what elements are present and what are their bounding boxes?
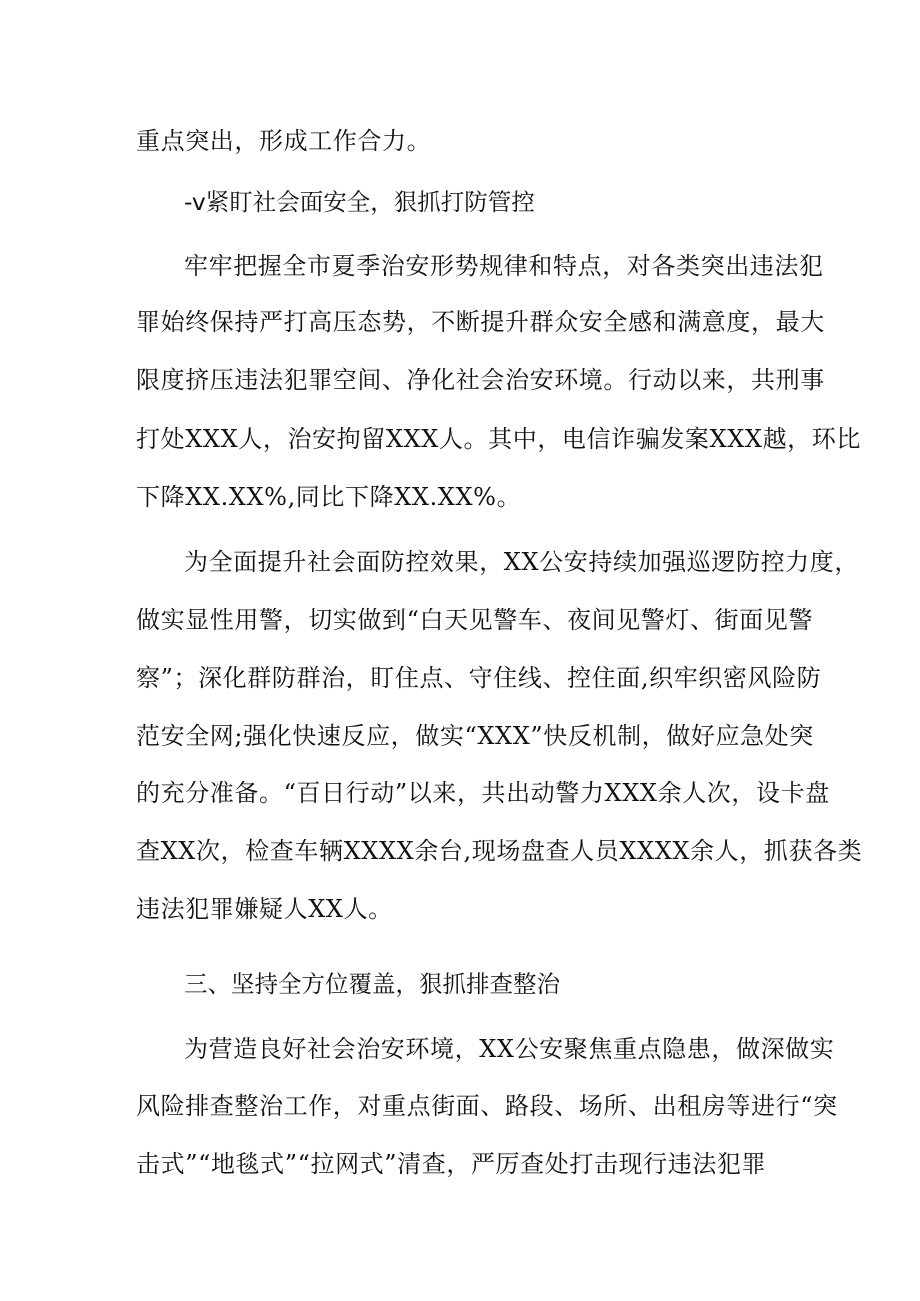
section-heading: -v紧盯社会面安全，狠抓打防管控 <box>184 188 535 216</box>
paragraph-line: 限度挤压违法犯罪空间、净化社会治安环境。行动以来，共刑事 <box>136 366 825 394</box>
section-heading: 三、坚持全方位覆盖，狠抓排查整治 <box>184 970 560 998</box>
paragraph-line: 重点突出，形成工作合力。 <box>136 127 432 155</box>
paragraph-line: 下降XX.XX%,同比下降XX.XX%。 <box>136 483 522 511</box>
paragraph-line: 打处XXX人，治安拘留XXX人。其中，电信诈骗发案XXX越，环比 <box>136 425 861 453</box>
paragraph-line: 察”；深化群防群治，盯住点、守住线、控住面,织牢织密风险防 <box>136 664 822 692</box>
paragraph-line: 为全面提升社会面防控效果，XX公安持续加强巡逻防控力度， <box>184 548 859 576</box>
paragraph-line: 范安全网;强化快速反应，做实“XXX”快反机制，做好应急处突 <box>136 722 814 750</box>
paragraph-line: 牢牢把握全市夏季治安形势规律和特点，对各类突出违法犯 <box>184 252 824 280</box>
paragraph-line: 违法犯罪嫌疑人XX人。 <box>136 895 393 923</box>
paragraph-line: 为营造良好社会治安环境，XX公安聚焦重点隐患，做深做实 <box>184 1035 835 1063</box>
paragraph-line: 风险排查整治工作，对重点街面、路段、场所、出租房等进行“突 <box>136 1092 838 1120</box>
paragraph-line: 击式”“地毯式”“拉网式”清查，严厉查处打击现行违法犯罪 <box>136 1150 767 1178</box>
paragraph-line: 的充分准备。“百日行动”以来，共出动警力XXX余人次，设卡盘 <box>136 779 830 807</box>
paragraph-line: 做实显性用警，切实做到“白天见警车、夜间见警灯、街面见警 <box>136 606 814 634</box>
paragraph-line: 查XX次，检查车辆XXXX余台,现场盘查人员XXXX余人，抓获各类 <box>136 837 863 865</box>
paragraph-line: 罪始终保持严打高压态势，不断提升群众安全感和满意度，最大 <box>136 308 825 336</box>
